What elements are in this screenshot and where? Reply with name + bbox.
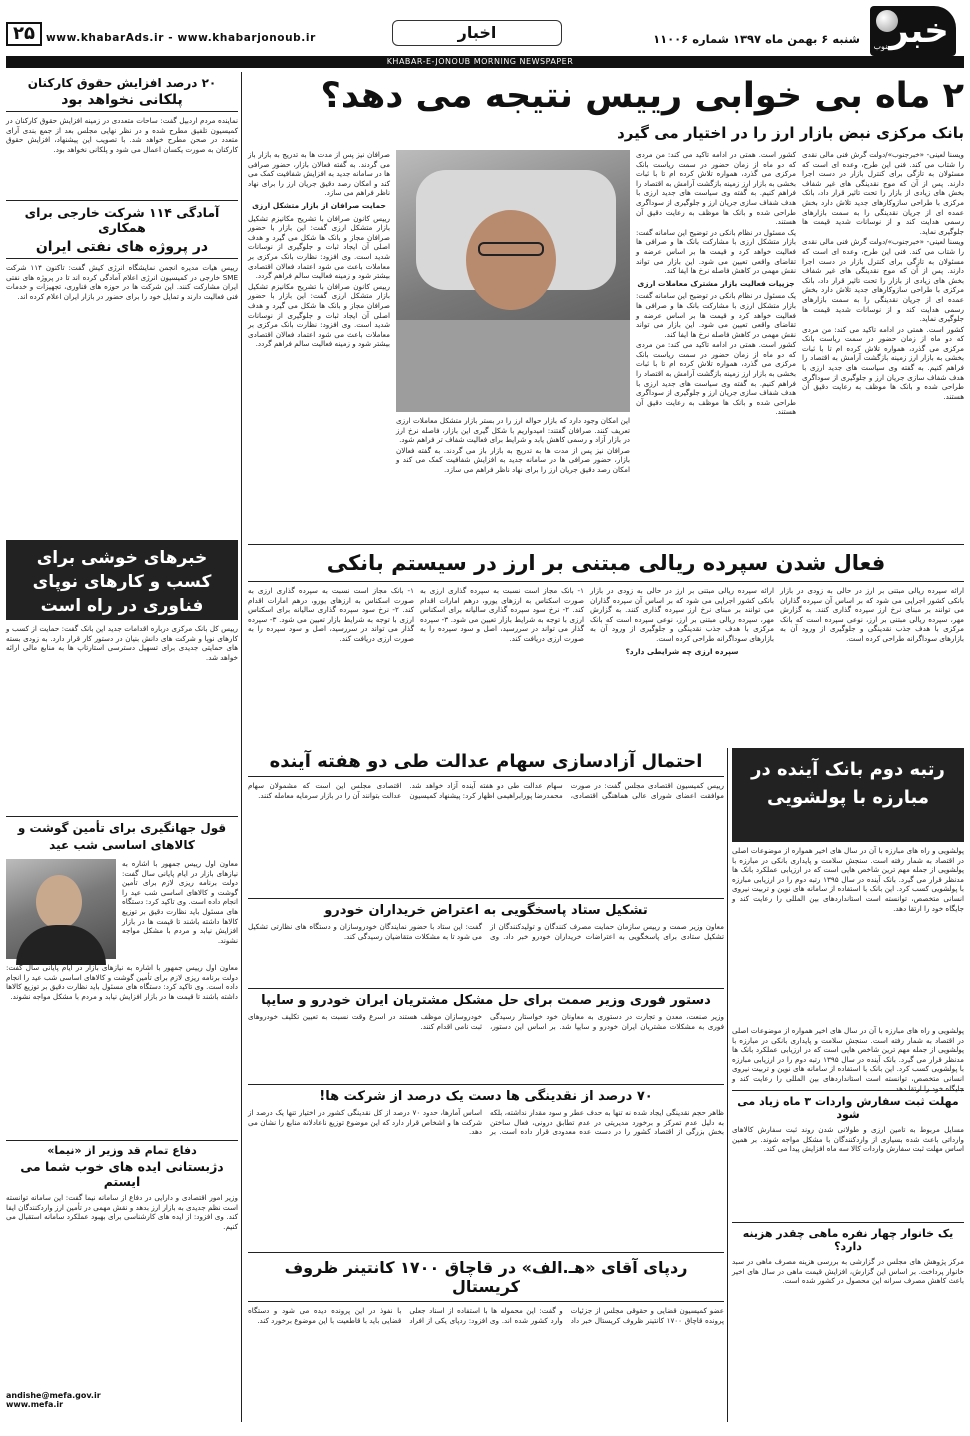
middle-col-2	[590, 586, 774, 744]
nima-story	[6, 1140, 238, 1422]
tagline: KHABAR-E-JONOUB MORNING NEWSPAPER	[386, 57, 574, 66]
logo[interactable]	[862, 6, 962, 58]
liquidity-story	[248, 1084, 724, 1250]
blanket-shape	[396, 320, 630, 412]
privatization-body: رییس کمیسیون اقتصادی مجلس گفت: در صورت موافقت اعضای شورای عالی هماهنگی اقتصادی، سهام عدالت طی دو هفته آینده آزاد خواهد شد. محمدرضا پورابراهیمی اظهار کرد: پیشنهاد کمیسیون اقتصادی مجلس این است که مشمولان سهام عدالت بتوانند آن را در بازار سرمایه معامله کنند.	[248, 781, 724, 800]
lead-intro: ویسنا لعینی- «خبرجنوب»/دولت گرش فنی مالی نقدی را شتاب می کند. فنی این طرح، وعده ای است که مسئولان به تازگی برای کنترل بازار در دست اجرا دارند. پس از آن که موج نقدینگی های غیر شفاف بخش های زیادی از بازار را تحت تاثیر قرار داد، بانک مرکزی با طراحی سازوکارهای جدید تلاش دارد بخش عمده ای از جریان نقدینگی را به سمت بازارهای رسمی هدایت کند و از نوسانات شدید قیمت ها جلوگیری نماید.	[802, 150, 964, 236]
section-title	[392, 20, 562, 46]
bank-headline-box	[732, 748, 964, 842]
liquidity-body: ظاهر حجم نقدینگی ایجاد شده نه تنها به حدف عطر و سود مقدار نداشته، بلکه به دلیل عدم تمرکز و برخورد مدیریتی در عدم تطابق درونی، فعال ساختن بخش بزرگی از اقتصاد کشور را در دست عده معدودی قرار داده است. بر اساس آمارها، حدود ۷۰ درصد از کل نقدینگی کشور در اختیار تنها یک درصد از شرکت ها و اشخاص قرار دارد که این موضوع توزیع ناعادلانه منابع را نشان می دهد.	[248, 1108, 724, 1137]
logo-text: خبر	[889, 11, 949, 51]
privatization-story	[248, 748, 724, 896]
lead-subhead: بانک مرکزی نبض بازار ارز را در اختیار می گیرد	[617, 124, 964, 142]
glasses-icon	[478, 242, 544, 256]
car-story	[248, 898, 724, 986]
bank-headline: رتبه دوم بانک آینده در مبارزه با پولشویی	[751, 759, 945, 808]
lead-column-1	[802, 150, 964, 540]
liquidity-headline: ۷۰ درصد از نقدینگی ها دست یک درصد از شرکت ها!	[319, 1089, 653, 1104]
section-label: اخبار	[457, 23, 497, 42]
startup-headline-box	[6, 540, 238, 620]
bank-body: پولشویی و راه های مبارزه با آن در سال های اخیر همواره از موضوعات اصلی در اقتصاد به شمار رفته است. سنجش سلامت و پایداری بانکی در مبارزه با پولشویی از جمله مهم ترین شاخص هایی است که در ارزیابی عملکرد بانک ها مدنظر قرار می گیرد. بانک آینده در سال ۱۳۹۵ رتبه دوم را در ارزیابی مبارزه با پولشویی کسب کرد. این بانک با استفاده از سامانه های نوین و تربیت نیروی انسانی متخصص، توانسته است استانداردهای بین المللی را رعایت کند و جایگاه خود را ارتقا دهد.	[732, 846, 965, 913]
middle-body-cont: ارائه سپرده ریالی مبتنی بر ارز در حالی به زودی در بازار بانکی کشور اجرایی می شود که بر اساس آن سپرده گذاران می توانند بر مبنای نرخ ارز سپرده گذاری کنند. به گزارش مهر، سپرده ریالی مبتنی بر ارز، نوعی سپرده است که بانک مرکزی با هدف جذب نقدینگی و جلوگیری از ورود آن به بازارهای سوداگرانه طراحی کرده است.	[590, 586, 774, 643]
lead-column-3	[248, 150, 390, 540]
import-body: مسایل مربوط به تامین ارزی و طولانی شدن روند ثبت سفارش کالاهای وارداتی باعث شده بسیاری از واردکنندگان با مشکل مواجه شوند. بر همین اساس مهلت ثبت سفارش واردات کالا سه ماه افزایش پیدا می کند.	[732, 1125, 964, 1154]
salary-story	[6, 74, 238, 200]
middle-rule-bottom	[248, 581, 964, 582]
face-shape	[466, 210, 556, 310]
date-line: شنبه ۶ بهمن ماه ۱۳۹۷ شماره ۱۱۰۰۶	[653, 32, 860, 46]
salary-body: نماینده مردم اردبیل گفت: ساحات متعددی در زمینه افزایش حقوق کارکنان در کمیسیون تلفیق مطرح شده و در نظر نهایی مجلس بعد از جمع بندی آرای متعدد در صحن مطرح خواهد شد. با تصویب این پیشنهاد، افزایش حقوق کارکنان به صورت یکسان اعمال می شود و پلکانی نخواهد بود.	[6, 116, 238, 154]
import-headline: مهلت ثبت سفارش واردات ۳ ماه زیاد می شود	[737, 1095, 959, 1121]
import-story	[732, 1090, 964, 1220]
lead-col2-cont: یک مسئول در نظام بانکی در توضیح این سامانه گفت: بازار متشکل ارزی با مشارکت بانک ها و صرافی ها فعالیت خواهد کرد و قیمت ها بر اساس عرضه و تقاضای واقعی تعیین می شود. این بازار می تواند نقش مهمی در کاهش فاصله نرخ ها ایفا کند.	[636, 227, 796, 276]
meat-body-cont	[6, 963, 238, 1137]
lead-headline: ۲ ماه بی خوابی رییس نتیجه می دهد؟	[320, 76, 964, 116]
oil-headline: در پروژه های نفتی ایران	[6, 239, 238, 259]
hemmati-photo	[396, 150, 630, 412]
lead-subheading-1: جزییات فعالیت بازار مشترک معاملات ارزی	[637, 278, 795, 288]
jahangiri-photo	[6, 859, 116, 959]
masthead	[0, 0, 970, 72]
smuggling-body: عضو کمیسیون قضایی و حقوقی مجلس از جزئیات پرونده قاچاق ۱۷۰۰ کانتینر ظروف کریستال خبر داد و گفت: این محموله ها با استفاده از اسناد جعلی وارد کشور شده اند. وی افزود: ردپای یکی از افراد با نفوذ در این پرونده دیده می شود و دستگاه قضایی باید با قاطعیت با این موضوع برخورد کند.	[248, 1306, 724, 1325]
middle-col-4	[248, 586, 414, 744]
nima-site[interactable]: www.mefa.ir	[6, 1400, 64, 1409]
middle-body-2-cont: ۱- بانک مجاز است نسبت به سپرده گذاری ارزی به صورت اسکناس به ارزهای یورو، درهم امارات اقدام کند. ۲- نرخ سود سپرده گذاری سالیانه برای اسکناس ارزی با توجه به شرایط بازار تعیین می شود. ۳- سپرده گذار می تواند در سررسید، اصل و سود سپرده را به صورت ارزی دریافت کند.	[248, 586, 414, 643]
lead-col3b-cont: رییس کانون صرافان با تشریح مکانیزم تشکیل بازار متشکل ارزی گفت: این بازار با حضور صرافان مجاز و بانک ها شکل می گیرد و هدف اصلی آن ایجاد ثبات و جلوگیری از نوسانات شدید است. وی افزود: نظارت بانک مرکزی بر معاملات باعث می شود اعتماد فعالان اقتصادی بیشتر شود و زمینه فعالیت سالم فراهم گردد.	[248, 281, 390, 349]
salary-kicker: ۲۰ درصد افزایش حقوق کارکنان	[27, 76, 217, 90]
salary-headline: پلکانی نخواهد بود	[6, 92, 238, 112]
oil-body: رییس هیات مدیره انجمن نمایشگاه انرژی کیش گفت: تاکنون ۱۱۴ شرکت SME خارجی در کمیسیون انرژی اعلام آمادگی کرده اند تا در پروژه های نفتی ایران مشارکت کنند. این شرکت ها در حوزه های فناوری، تجهیزات و خدمات فنی فعالیت دارند و تمایل خود را برای حضور در بازار ایران اعلام کرده اند.	[6, 263, 238, 301]
lead-under-photo-text: این امکان وجود دارد که بازار حواله ارز را در بستر بازار متشکل معاملات ارزی تعریف کنند. صرافان گفتند: امیدواریم با شکل گیری این بازار، فاصله نرخ ارز در بازار آزاد و رسمی کاهش یابد و شرایط برای فعالیت شفاف تر فراهم شود.	[396, 416, 630, 445]
fish-body: مرکز پژوهش های مجلس در گزارشی به بررسی هزینه مصرف ماهی در سبد خانوار پرداخت. بر اساس این گزارش، افزایش قیمت ماهی در سال های اخیر باعث کاهش مصرف سرانه این محصول در کشور شده است.	[732, 1257, 964, 1286]
lead-col2b: یک مسئول در نظام بانکی در توضیح این سامانه گفت: بازار متشکل ارزی با مشارکت بانک ها و صرافی ها فعالیت خواهد کرد و قیمت ها بر اساس عرضه و تقاضای واقعی تعیین می شود. این بازار می تواند نقش مهمی در کاهش فاصله نرخ ها ایفا کند.	[636, 291, 796, 339]
meat-body: معاون اول رییس جمهور با اشاره به نیازهای بازار در ایام پایانی سال گفت: دولت برنامه ریزی لازم برای تأمین گوشت و کالاهای اساسی شب عید را انجام داده است. وی تاکید کرد: دستگاه های مسئول باید نظارت دقیق بر توزیع کالاها داشته باشند تا قیمت ها در بازار افزایش نیابد و مردم با مشکل مواجه نشوند.	[122, 859, 238, 945]
lead-intro-cont: ویسنا لعینی- «خبرجنوب»/دولت گرش فنی مالی نقدی را شتاب می کند. فنی این طرح، وعده ای است که مسئولان به تازگی برای کنترل بازار در دست اجرا دارند. پس از آن که موج نقدینگی های غیر شفاف بخش های زیادی از بازار را تحت تاثیر قرار داد، بانک مرکزی با طراحی سازوکارهای جدید تلاش دارد بخش عمده ای از جریان نقدینگی را به سمت بازارهای رسمی هدایت کند و از نوسانات شدید قیمت ها جلوگیری نماید.	[802, 237, 964, 324]
privatization-headline: احتمال آزادسازی سهام عدالت طی دو هفته آینده	[248, 748, 724, 777]
logo-sub: جنوب	[873, 42, 893, 51]
fish-story	[732, 1222, 964, 1422]
nima-headline: دژبستانی ایده های خوب شما می ایستم	[20, 1159, 224, 1189]
lead-col3b: رییس کانون صرافان با تشریح مکانیزم تشکیل بازار متشکل ارزی گفت: این بازار با حضور صرافان مجاز و بانک ها شکل می گیرد و هدف اصلی آن ایجاد ثبات و جلوگیری از نوسانات شدید است. وی افزود: نظارت بانک مرکزی بر معاملات باعث می شود اعتماد فعالان اقتصادی بیشتر شود و زمینه فعالیت سالم فراهم گردد.	[248, 213, 390, 281]
nima-kicker: دفاع تمام قد وزیر از «نیما»	[47, 1144, 197, 1157]
meat-story	[6, 816, 238, 1140]
oil-kicker: آمادگی ۱۱۴ شرکت خارجی برای همکاری	[24, 205, 220, 235]
websites[interactable]: www.khabarAds.ir - www.khabarjonoub.ir	[46, 32, 316, 44]
startup-headline: خبرهای خوشی برای کسب و کارهای نوپای فناوری در راه است	[32, 548, 212, 616]
meat-body-continued: معاون اول رییس جمهور با اشاره به نیازهای بازار در ایام پایانی سال گفت: دولت برنامه ریزی لازم برای تأمین گوشت و کالاهای اساسی شب عید را انجام داده است. وی تاکید کرد: دستگاه های مسئول باید نظارت دقیق بر توزیع کالاها داشته باشند تا قیمت ها در بازار افزایش نیابد و مردم با مشکل مواجه نشوند.	[6, 963, 238, 1001]
smuggling-story	[248, 1252, 724, 1422]
middle-subheading: سپرده ارزی چه شرایطی دارد؟	[625, 646, 739, 656]
smuggling-headline: ردپای آقای «هـ.الف» در قاچاق ۱۷۰۰ کانتینر ظروف کریستال	[248, 1253, 724, 1302]
minister-body: وزیر صنعت، معدن و تجارت در دستوری به معاونان خود خواستار رسیدگی فوری به مشکلات مشتریان ایران خودرو و سایپا شد. بر اساس این دستور، خودروسازان موظف هستند در اسرع وقت نسبت به تعیین تکلیف خودروهای ثبت نامی اقدام کنند.	[248, 1012, 724, 1031]
minister-story	[248, 988, 724, 1082]
middle-col-1	[780, 586, 964, 744]
nima-body: وزیر امور اقتصادی و دارایی در دفاع از سامانه نیما گفت: این سامانه توانسته است نظم جدیدی به بازار ارز بدهد و نقش مهمی در تأمین ارز واردکنندگان ایفا کند. وی افزود: از ایده های کارشناسی برای بهبود عملکرد سامانه استقبال می کنیم.	[6, 1193, 238, 1231]
middle-rule	[248, 544, 964, 545]
middle-headline: فعال شدن سپرده ریالی مبتنی بر ارز در سیستم بانکی	[326, 551, 886, 575]
startup-body: رییس کل بانک مرکزی درباره اقدامات جدید این بانک گفت: حمایت از کسب و کارهای نوپا و شرکت های دانش بنیان در دستور کار قرار دارد. به زودی بسته های حمایتی جدیدی برای تسهیل دسترسی استارتاپ ها به منابع مالی ارائه خواهد شد.	[6, 624, 238, 662]
suit-shape	[16, 925, 106, 965]
middle-col-3	[420, 586, 584, 744]
lead-under-photo-cont: صرافان نیز پس از مدت ها به تدریج به بازار باز می گردند. به گفته فعالان بازار، حضور صرافی ها در سامانه جدید به افزایش شفافیت کمک می کند و امکان رصد دقیق جریان ارز را برای نهاد ناظر فراهم می سازد.	[396, 445, 630, 474]
bank-body-cont: پولشویی و راه های مبارزه با آن در سال های اخیر همواره از موضوعات اصلی در اقتصاد به شمار رفته است. سنجش سلامت و پایداری بانکی در مبارزه با پولشویی از جمله مهم ترین شاخص هایی است که در ارزیابی عملکرد بانک ها مدنظر قرار می گیرد. بانک آینده در سال ۱۳۹۵ رتبه دوم را در ارزیابی مبارزه با پولشویی کسب کرد. این بانک با استفاده از سامانه های نوین و تربیت نیروی انسانی متخصص، توانسته است استانداردهای بین المللی را رعایت کند و جایگاه خود را ارتقا دهد.	[732, 1026, 965, 1093]
car-body: معاون وزیر صمت و رییس سازمان حمایت مصرف کنندگان و تولیدکنندگان از تشکیل ستادی برای پاسخگویی به اعتراضات خریداران خودرو خبر داد. وی گفت: این ستاد با حضور نمایندگان خودروسازان و دستگاه های نظارتی تشکیل می شود تا به مشکلات متقاضیان رسیدگی کند.	[248, 922, 724, 941]
minister-headline: دستور فوری وزیر صمت برای حل مشکل مشتریان ایران خودرو و سایپا	[261, 993, 711, 1008]
page-number-box	[6, 22, 42, 46]
lead-intro-cont-2: کشور است. همتی در ادامه تاکید می کند: من مردی که دو ماه از زمان حضور در سمت ریاست بانک مرکزی می گذرد، همواره تلاش کرده ام تا با ثبات بخشی به بازار ارز زمینه بازگشت آرامش به اقتصاد را فراهم کنیم. به گفته وی سیاست های جدید ارزی با هدف شفاف سازی جریان ارز و جلوگیری از سوداگری طراحی شده و بانک ها موظف به رعایت دقیق آن هستند.	[802, 324, 964, 401]
lead-under-photo	[396, 416, 630, 540]
lead-col2: کشور است. همتی در ادامه تاکید می کند: من مردی که دو ماه از زمان حضور در سمت ریاست بانک مرکزی می گذرد، همواره تلاش کرده ام تا با ثبات بخشی به بازار ارز زمینه بازگشت آرامش به اقتصاد را فراهم کنیم. به گفته وی سیاست های جدید ارزی با هدف شفاف سازی جریان ارز و جلوگیری از سوداگری طراحی شده و بانک ها موظف به رعایت دقیق آن هستند.	[636, 150, 796, 227]
middle-body-2: ۱- بانک مجاز است نسبت به سپرده گذاری ارزی به صورت اسکناس به ارزهای یورو، درهم امارات اقدام کند. ۲- نرخ سود سپرده گذاری سالیانه برای اسکناس ارزی با توجه به شرایط بازار تعیین می شود. ۳- سپرده گذار می تواند در سررسید، اصل و سود سپرده را به صورت ارزی دریافت کند.	[420, 586, 584, 643]
fish-headline: یک خانوار چهار نفره ماهی چقدر هزینه دارد؟	[742, 1227, 954, 1253]
lead-col2b-cont: کشور است. همتی در ادامه تاکید می کند: من مردی که دو ماه از زمان حضور در سمت ریاست بانک مرکزی می گذرد، همواره تلاش کرده ام تا با ثبات بخشی به بازار ارز زمینه بازگشت آرامش به اقتصاد را فراهم کنیم. به گفته وی سیاست های جدید ارزی با هدف شفاف سازی جریان ارز و جلوگیری از سوداگری طراحی شده و بانک ها موظف به رعایت دقیق آن هستند.	[636, 340, 796, 417]
page-number: ۲۵	[13, 23, 35, 44]
car-headline: تشکیل ستاد پاسخگویی به اعتراض خریداران خودرو	[324, 903, 648, 918]
right-column-divider	[727, 748, 728, 1422]
nima-contact[interactable]: andishe@mefa.gov.ir	[6, 1391, 101, 1400]
lead-col3: صرافان نیز پس از مدت ها به تدریج به بازار باز می گردند. به گفته فعالان بازار، حضور صرافی ها در سامانه جدید به افزایش شفافیت کمک می کند و امکان رصد دقیق جریان ارز را برای نهاد ناظر فراهم می سازد.	[248, 150, 390, 198]
lead-subheading-2: حمایت صرافان از بازار متشکل ارزی	[252, 200, 386, 210]
oil-story	[6, 200, 238, 538]
meat-headline: قول جهانگیری برای تأمین گوشت و کالاهای اساسی شب عید	[17, 821, 227, 852]
left-column-divider	[241, 72, 242, 1422]
person-icon	[36, 875, 82, 929]
lead-column-2	[636, 150, 796, 540]
middle-body: ارائه سپرده ریالی مبتنی بر ارز در حالی به زودی در بازار بانکی کشور اجرایی می شود که بر اساس آن سپرده گذاران می توانند بر مبنای نرخ ارز سپرده گذاری کنند. به گزارش مهر، سپرده ریالی مبتنی بر ارز، نوعی سپرده است که بانک مرکزی با هدف جذب نقدینگی و جلوگیری از ورود آن به بازارهای سوداگرانه طراحی کرده است.	[780, 586, 964, 643]
